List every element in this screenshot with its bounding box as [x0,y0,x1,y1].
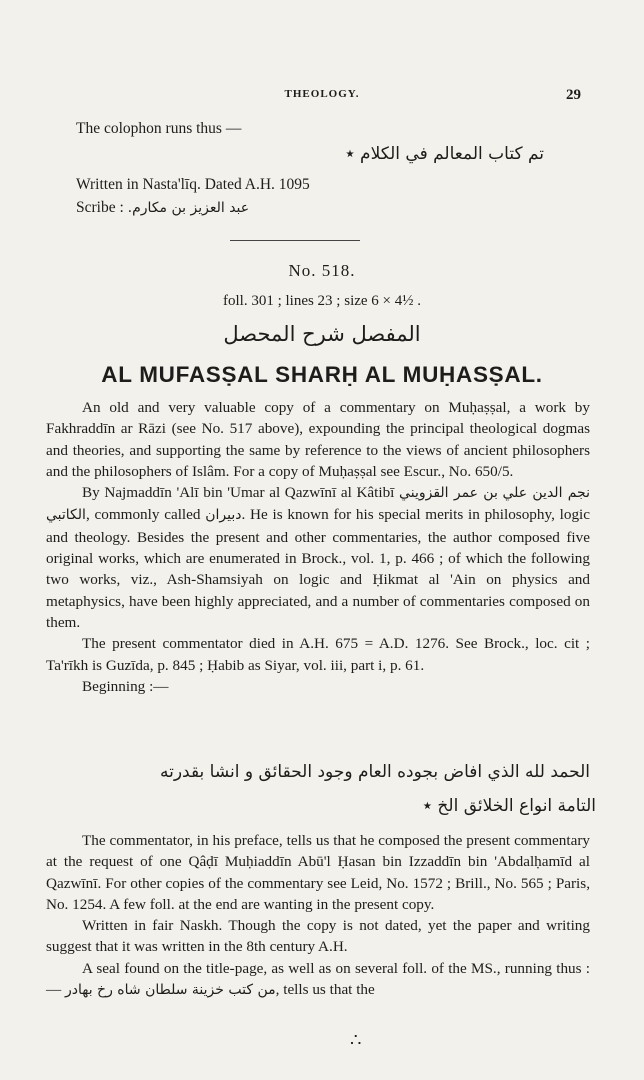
section-divider [230,240,360,241]
colophon-arabic: تم كتاب المعالم في الكلام ٭ [345,144,544,164]
scribe-arabic: عبد العزيز بن مكارم. [127,200,250,216]
author-text-c: . He is known for his special merits in philosophy, logic and theology. Besides the present and other commentaries, the author composed five original works, which are enumerated in Brock., vol. 1, p. 466 ; of which the following two works, viz., Ash-Shamsiyah on logic and Ḥikmat al 'Ain on physics and metaphysics, have been highly appreciated, and a number of commentaries composed on them. [46,506,590,631]
seal-text-b: , tells us that the [275,981,375,999]
running-header: THEOLOGY. [284,88,360,100]
colophon-label: The colophon runs thus — [76,120,242,137]
paragraph-description: An old and very valuable copy of a commentary on Muḥaṣṣal, a work by Fakhraddīn ar Rāzi (see No. 517 above), expounding the principal theological dogmas and theories, and supporting the same by reference to the views of ancient philosophers and the philosophers of Islâm. For a copy of Muḥaṣṣal see Escur., No. 650/5. [46,399,590,480]
physical-description: foll. 301 ; lines 23 ; size 6 × 4½ . [222,293,422,309]
beginning-arabic-2: التامة انواع الخلائق الخ ٭ [422,796,596,816]
written-line: Written in Nasta'līq. Dated A.H. 1095 [76,176,310,193]
paragraph-death: The present commentator died in A.H. 675 = A.D. 1276. See Brock., loc. cit ; Ta'rīkh is Guzīda, p. 845 ; Ḥabib as Siyar, vol. iii, part i, p. 61. [46,635,590,674]
scribe-label: Scribe : [76,199,124,216]
seal-text-a: A seal found on the title-page, as well as on several foll. of the MS., running thus :— [46,959,590,999]
page-number: 29 [566,87,581,103]
entry-number: No. 518. [288,261,356,280]
seal-arabic: من كتب خزينة سلطان شاه رخ بهادر [64,982,276,999]
author-text-b: , commonly called [85,506,201,524]
author-arabic-1: نجم الدين علي [502,485,590,502]
author-arabic-2: بن عمر القزويني الكاتبي [46,485,498,524]
paragraph-seal [46,958,590,1002]
body-text-1 [46,397,590,697]
beginning-label: Beginning :— [82,677,169,695]
author-arabic-3: دبيران [205,507,242,524]
author-text-a: By Najmaddīn 'Alī bin 'Umar al Qazwīnī al Kâtibī [82,484,395,502]
entry-title: AL MUFASṢAL SHARḤ AL MUḤASṢAL. [101,362,543,387]
footer-ornament: ∴ [350,1030,365,1050]
scribe-line [76,199,249,217]
paragraph-script: Written in fair Naskh. Though the copy is not dated, yet the paper and writing suggest that it was written in the 8th century A.H. [46,917,590,956]
arabic-title: المفصل شرح المحصل [223,322,421,346]
beginning-arabic-1: الحمد لله الذي افاض بجوده العام وجود الحقائق و انشا بقدرته [159,762,590,782]
paragraph-preface: The commentator, in his preface, tells us that he composed the present commentary at the request of one Qâḍī Muḥiaddīn Abū'l Ḥasan bin Izzaddīn bin 'Abdalḥamīd al Qazwīnī. For other copies of the commentary see Leid, No. 1572 ; Brill., No. 565 ; Paris, No. 1254. A few foll. at the end are wanting in the present copy. [46,832,590,913]
paragraph-author [46,482,590,633]
body-text-2 [46,830,590,1001]
